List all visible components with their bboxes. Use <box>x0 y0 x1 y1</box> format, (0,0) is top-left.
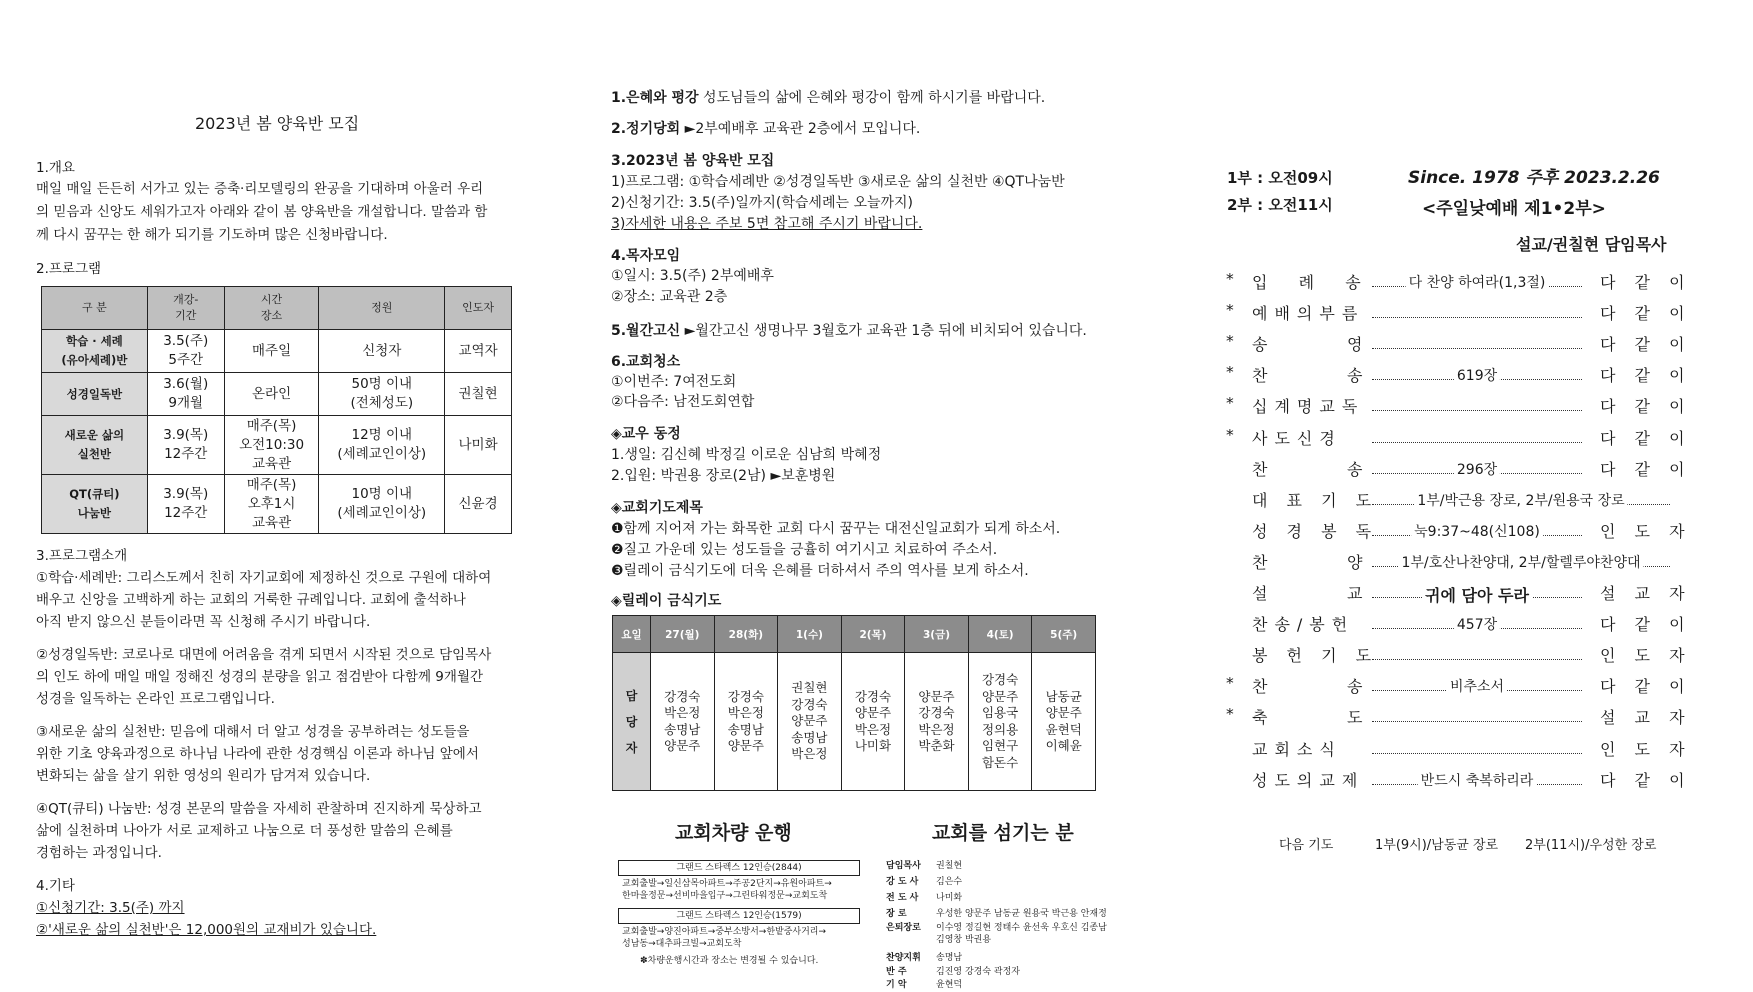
notice-title: 1.은혜와 평강 <box>611 90 699 106</box>
order-item-name: 찬 송 <box>1252 460 1370 479</box>
table-header: 1(수) <box>778 616 842 653</box>
text-line: 2)신청기간: 3.5(주)일까지(학습세례는 오늘까지) <box>611 195 914 211</box>
leader-dots <box>1372 442 1582 443</box>
staff-names: 윤현덕 <box>936 980 963 990</box>
text-line: 3)자세한 내용은 주보 5면 참고해 주시기 바랍니다. <box>611 216 923 232</box>
table-header: 정원 <box>319 287 445 330</box>
table-cell: 권칠현 강경숙 양문주 송명남 박은정 <box>778 653 842 791</box>
text-line: ❷질고 가운데 있는 성도들을 긍휼히 여기시고 치료하여 주소서. <box>611 542 998 558</box>
page-title: 2023년 봄 양육반 모집 <box>195 114 360 133</box>
order-item-leader: 다 같 이 <box>1600 366 1692 385</box>
text-line: ❸릴레이 금식기도에 더욱 은혜를 더하셔서 주의 역사를 보게 하소서. <box>611 563 1029 579</box>
standing-mark: * <box>1226 426 1234 444</box>
order-item-name: 봉 헌 기 도 <box>1252 646 1379 665</box>
table-cell: 나미화 <box>445 416 512 475</box>
table-row <box>42 475 512 534</box>
text-line: 성경을 일독하는 온라인 프로그램입니다. <box>36 691 275 707</box>
text-line: ②'새로운 삶의 실천반'은 12,000원의 교재비가 있습니다. <box>36 922 377 938</box>
table-cell: 담 당 자 <box>613 653 651 791</box>
order-item-leader: 다 같 이 <box>1600 397 1692 416</box>
since-date: Since. 1978 주후 2023.2.26 <box>1408 168 1660 188</box>
table-header: 28(화) <box>714 616 778 653</box>
text-line: 배우고 신앙을 고백하게 하는 교회의 거룩한 규례입니다. 교회에 출석하나 <box>36 592 466 608</box>
table-cell: 새로운 삶의 실천반 <box>42 416 148 475</box>
order-item-name: 찬송/봉헌 <box>1252 615 1355 634</box>
table-header: 구 분 <box>42 287 148 330</box>
staff-names: 우성한 양문주 남동균 원용국 박근용 안재정 <box>936 909 1107 919</box>
notice-title: 4.목자모임 <box>611 248 681 264</box>
order-item-detail: 296장 <box>1454 459 1500 479</box>
order-item-name: 설 교 <box>1252 584 1370 603</box>
order-item-name: 찬 양 <box>1252 553 1370 572</box>
next-prayer-label: 다음 기도 <box>1279 838 1334 853</box>
leader-dots <box>1372 348 1582 349</box>
text-line: 1)프로그램: ①학습세례반 ②성경일독반 ③새로운 삶의 실천반 ④QT나눔반 <box>611 174 1065 190</box>
text-line: ②성경일독반: 코로나로 대면에 어려움을 겪게 되면서 시작된 것으로 담임목사 <box>36 647 492 663</box>
table-cell: 매주(목) 오후1시 교육관 <box>224 475 319 534</box>
text-line: ①이번주: 7여전도회 <box>611 374 737 390</box>
table-cell: 권칠현 <box>445 373 512 416</box>
staff-role: 담임목사 <box>886 861 921 871</box>
order-item-name: 대 표 기 도 <box>1252 491 1379 510</box>
notice-title: 5.월간고신 <box>611 323 681 339</box>
table-cell: 성경일독반 <box>42 373 148 416</box>
order-item-detail: 1부/박근용 장로, 2부/원용국 장로 <box>1414 490 1627 510</box>
order-item-detail: 1부/호산나찬양대, 2부/할렐루야찬양대 <box>1398 552 1643 572</box>
staff-names: 이수영 정길현 정태수 윤선욱 우호신 김종남 김영창 박권용 <box>936 923 1107 945</box>
service-time-2: 2부 : 오전11시 <box>1227 196 1333 214</box>
text-line: ①일시: 3.5(주) 2부예배후 <box>611 268 774 284</box>
text-line: ①신청기간: 3.5(주) 까지 <box>36 900 185 916</box>
route-line: 한마을정문→선비마을입구→그린타워정문→교회도착 <box>622 891 828 901</box>
text-line: 2.입원: 박권용 장로(2남) ►보훈병원 <box>611 468 836 484</box>
next-prayer-2: 2부(11시)/우성한 장로 <box>1525 838 1657 853</box>
order-item-leader: 다 같 이 <box>1600 677 1692 696</box>
text-line: 의 믿음과 신앙도 세워가고자 아래와 같이 봄 양육반을 개설합니다. 말씀과 함 <box>36 204 488 220</box>
leader-dots <box>1372 753 1582 754</box>
section-heading: 1.개요 <box>36 160 75 176</box>
order-item-name: 예배의부름 <box>1252 304 1365 323</box>
section-heading: 4.기타 <box>36 878 75 894</box>
table-cell: 강경숙 박은정 송명남 양문주 <box>651 653 715 791</box>
order-item-name: 찬 송 <box>1252 366 1370 385</box>
order-item-name: 축 도 <box>1252 708 1370 727</box>
text-line: 위한 기초 양육과정으로 하나님 나라에 관한 성경핵심 이론과 하나님 앞에서 <box>36 746 479 762</box>
order-item-name: 찬 송 <box>1252 677 1370 696</box>
order-item-name: 성도의교제 <box>1252 771 1365 790</box>
staff-names: 김은수 <box>936 877 963 887</box>
table-header: 개강- 기간 <box>147 287 224 330</box>
table-cell: 12명 이내 (세례교인이상) <box>319 416 445 475</box>
order-item-leader: 설 교 자 <box>1600 584 1692 603</box>
program-table <box>41 286 512 534</box>
order-item-detail: 457장 <box>1454 614 1500 634</box>
staff-role: 장 로 <box>886 909 907 919</box>
table-cell: 교역자 <box>445 330 512 373</box>
table-cell: 신윤경 <box>445 475 512 534</box>
text-line: 삶에 실천하며 나아가 서로 교제하고 나눔으로 더 풍성한 말씀의 은혜를 <box>36 823 453 839</box>
order-item-detail: 눅9:37~48(신108) <box>1411 521 1543 541</box>
notice-2 <box>611 118 920 138</box>
text-line: 아직 받지 않으신 분들이라면 꼭 신청해 주시기 바랍니다. <box>36 614 371 630</box>
staff-names: 나미화 <box>936 893 963 903</box>
notice-1 <box>611 87 1045 107</box>
table-header: 5(주) <box>1032 616 1096 653</box>
order-item-leader: 인 도 자 <box>1600 740 1692 759</box>
notice-text: ►월간고신 생명나무 3월호가 교육관 1층 뒤에 비치되어 있습니다. <box>680 323 1087 339</box>
standing-mark: * <box>1226 705 1234 723</box>
table-header: 시간 장소 <box>224 287 319 330</box>
order-item-leader: 다 같 이 <box>1600 335 1692 354</box>
preacher: 설교/권칠현 담임목사 <box>1516 235 1667 254</box>
staff-names: 권칠현 <box>936 861 963 871</box>
table-row <box>42 373 512 416</box>
order-item-leader: 다 같 이 <box>1600 273 1692 292</box>
standing-mark: * <box>1226 270 1234 288</box>
table-header: 4(토) <box>968 616 1032 653</box>
order-item-leader: 다 같 이 <box>1600 615 1692 634</box>
standing-mark: * <box>1226 674 1234 692</box>
next-prayer-1: 1부(9시)/남동균 장로 <box>1375 838 1499 853</box>
notice-text: 성도님들의 삶에 은혜와 평강이 함께 하시기를 바랍니다. <box>698 90 1046 106</box>
relay-table <box>612 615 1096 791</box>
staff-role: 은퇴장로 <box>886 923 921 933</box>
table-header: 27(월) <box>651 616 715 653</box>
table-row <box>613 653 1096 791</box>
table-cell: 강경숙 양문주 박은정 나미화 <box>841 653 905 791</box>
table-cell: 신청자 <box>319 330 445 373</box>
car-box: 그랜드 스타렉스 12인승(2844) <box>618 860 860 876</box>
order-item-name: 십계명교독 <box>1252 397 1365 416</box>
table-header: 요일 <box>613 616 651 653</box>
text-line: 변화되는 삶을 살기 위한 영성의 원리가 담겨져 있습니다. <box>36 768 371 784</box>
notice-title: 2.정기당회 <box>611 121 681 137</box>
section-heading: ◈교우 동정 <box>611 426 681 442</box>
order-item-leader: 다 같 이 <box>1600 304 1692 323</box>
staff-names: 김진영 강경숙 곽정자 <box>936 967 1020 977</box>
standing-mark: * <box>1226 332 1234 350</box>
text-line: ①학습·세례반: 그리스도께서 친히 자기교회에 제정하신 것으로 구원에 대하여 <box>36 570 492 586</box>
standing-mark: * <box>1226 394 1234 412</box>
text-line: ④QT(큐티) 나눔반: 성경 본문의 말씀을 자세히 관찰하며 진지하게 묵상하고 <box>36 801 482 817</box>
text-line: 의 인도 하에 매일 매일 정해진 성경의 분량을 읽고 점검받아 다함께 9개월간 <box>36 669 484 685</box>
order-item-detail: 다 찬양 하여라(1,3절) <box>1406 272 1549 292</box>
table-cell: 강경숙 양문주 임용국 정의용 임현구 함돈수 <box>968 653 1032 791</box>
table-cell: 3.6(월) 9개월 <box>147 373 224 416</box>
order-item-leader: 다 같 이 <box>1600 460 1692 479</box>
text-line: ②장소: 교육관 2층 <box>611 289 728 305</box>
service-time-1: 1부 : 오전09시 <box>1227 169 1333 187</box>
table-cell: 매주(목) 오전10:30 교육관 <box>224 416 319 475</box>
order-item-leader: 다 같 이 <box>1600 429 1692 448</box>
order-item-leader: 인 도 자 <box>1600 646 1692 665</box>
table-header-row <box>613 616 1096 653</box>
text-line: ②다음주: 남전도회연합 <box>611 394 755 410</box>
text-line: ❶함께 지어져 가는 화목한 교회 다시 꿈꾸는 대전신일교회가 되게 하소서. <box>611 521 1061 537</box>
table-cell: 50명 이내 (전체성도) <box>319 373 445 416</box>
route-line: 교회출발→일신삼목아파트→주공2단지→유원아파트→ <box>622 879 832 889</box>
staff-role: 반 주 <box>886 967 907 977</box>
table-cell: 학습 · 세례 (유아세례)반 <box>42 330 148 373</box>
route-line: 성남동→대추파크빌→교회도착 <box>622 939 742 949</box>
text-line: 매일 매일 든든히 서가고 있는 증축·리모델링의 완공을 기대하며 아울러 우리 <box>36 181 484 197</box>
section-heading: ◈릴레이 금식기도 <box>611 593 722 609</box>
text-line: 1.생일: 김신혜 박정길 이로운 심남희 박혜정 <box>611 447 882 463</box>
standing-mark: * <box>1226 363 1234 381</box>
standing-mark: * <box>1226 301 1234 319</box>
car-title: 교회차량 운행 <box>675 822 792 844</box>
text-line: 경험하는 과정입니다. <box>36 845 162 861</box>
staff-role: 전 도 사 <box>886 893 919 903</box>
order-item-name: 송 영 <box>1252 335 1370 354</box>
section-heading: ◈교회기도제목 <box>611 500 703 516</box>
route-line: 교회출발→양진아파트→중부소방서→한밭중사거리→ <box>622 927 827 937</box>
order-item-leader: 설 교 자 <box>1600 708 1692 727</box>
staff-role: 기 악 <box>886 980 907 990</box>
staff-role: 찬양지휘 <box>886 953 921 963</box>
service-title: <주일낮예배 제1•2부> <box>1422 199 1606 219</box>
leader-dots <box>1372 317 1582 318</box>
staff-role: 강 도 사 <box>886 877 919 887</box>
order-item-leader: 인 도 자 <box>1600 522 1692 541</box>
order-item-detail: 귀에 담아 두라 <box>1422 583 1532 606</box>
order-item-name: 교회소식 <box>1252 740 1342 759</box>
car-note: ✽차량운행시간과 장소는 변경될 수 있습니다. <box>640 956 819 966</box>
staff-names: 송명남 <box>936 953 963 963</box>
order-item-detail: 반드시 축복하리라 <box>1418 770 1537 790</box>
table-row <box>42 416 512 475</box>
table-header-row <box>42 287 512 330</box>
table-cell: QT(큐티) 나눔반 <box>42 475 148 534</box>
table-cell: 매주일 <box>224 330 319 373</box>
leader-dots <box>1372 410 1582 411</box>
table-cell: 10명 이내 (세례교인이상) <box>319 475 445 534</box>
table-cell: 남동균 양문주 윤현덕 이혜윤 <box>1032 653 1096 791</box>
section-heading: 3.프로그램소개 <box>36 548 128 564</box>
notice-5 <box>611 320 1087 340</box>
car-box: 그랜드 스타렉스 12인승(1579) <box>618 908 860 924</box>
table-header: 2(목) <box>841 616 905 653</box>
leader-dots <box>1372 721 1582 722</box>
table-row <box>42 330 512 373</box>
section-heading: 2.프로그램 <box>36 261 102 277</box>
order-item-name: 입 례 송 <box>1252 273 1368 292</box>
order-item-detail: 비추소서 <box>1447 676 1507 696</box>
text-line: ③새로운 삶의 실천반: 믿음에 대해서 더 알고 성경을 공부하려는 성도들을 <box>36 724 470 740</box>
leader-dots <box>1372 659 1582 660</box>
table-cell: 3.5(주) 5주간 <box>147 330 224 373</box>
staff-title: 교회를 섬기는 분 <box>932 822 1074 844</box>
table-cell: 강경숙 박은정 송명남 양문주 <box>714 653 778 791</box>
order-item-detail: 619장 <box>1454 365 1500 385</box>
notice-title: 6.교회청소 <box>611 354 681 370</box>
table-cell: 3.9(목) 12주간 <box>147 416 224 475</box>
table-cell: 양문주 강경숙 박은정 박춘화 <box>905 653 969 791</box>
table-header: 3(금) <box>905 616 969 653</box>
table-cell: 온라인 <box>224 373 319 416</box>
order-item-name: 성 경 봉 독 <box>1252 522 1379 541</box>
notice-title: 3.2023년 봄 양육반 모집 <box>611 153 775 169</box>
order-item-name: 사도신경 <box>1252 429 1342 448</box>
notice-text: ►2부예배후 교육관 2층에서 모입니다. <box>680 121 921 137</box>
table-header: 인도자 <box>445 287 512 330</box>
table-cell: 3.9(목) 12주간 <box>147 475 224 534</box>
order-item-leader: 다 같 이 <box>1600 771 1692 790</box>
text-line: 께 다시 꿈꾸는 한 해가 되기를 기도하며 많은 신청바랍니다. <box>36 227 388 243</box>
